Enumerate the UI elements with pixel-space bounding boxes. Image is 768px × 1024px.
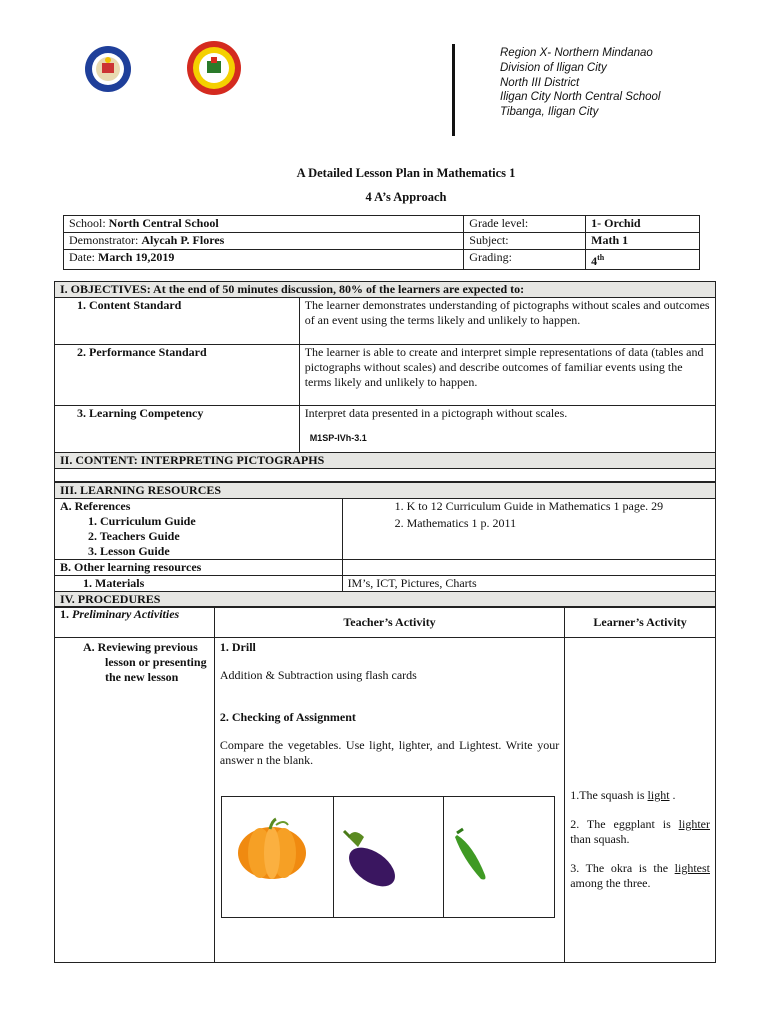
- school-value: North Central School: [108, 216, 219, 230]
- reference-item: 2. Teachers Guide: [88, 529, 180, 543]
- date-cell: Date: March 19,2019: [64, 250, 464, 270]
- drill-title: 1. Drill: [219, 640, 256, 654]
- table-row: [64, 233, 700, 250]
- objectives-table: [54, 281, 716, 482]
- learner-activity-cell: [565, 638, 716, 963]
- school-line: Iligan City North Central School: [500, 91, 661, 104]
- deped-seal-logo: [80, 44, 136, 94]
- assignment-text: Compare the vegetables. Use light, lighter, and Lightest. Write your answer n the blank.: [219, 738, 560, 767]
- empty-cell: [342, 560, 715, 576]
- table-row: [55, 499, 716, 560]
- performance-standard-label: 2. Performance Standard: [55, 345, 300, 406]
- references-text-cell: [342, 499, 715, 560]
- table-row: [64, 250, 700, 270]
- teacher-activity-header: Teacher’s Activity: [214, 607, 564, 638]
- answer-item: 1.The squash is light .: [570, 788, 676, 802]
- document-title: A Detailed Lesson Plan in Mathematics 1: [296, 166, 516, 180]
- school-seal-logo: [184, 40, 244, 96]
- division-line: Division of Iligan City: [500, 61, 607, 74]
- step-a-label: A. Reviewing previous lesson or presenting the new lesson: [55, 638, 215, 963]
- reference-text: 2. Mathematics 1 p. 2011: [394, 516, 517, 530]
- drill-text: Addition & Subtraction using flash cards: [219, 668, 417, 682]
- learning-competency-text: Interpret data presented in a pictograph without scales.: [304, 406, 568, 420]
- okra-image: [443, 796, 555, 918]
- region-line: Region X- Northern Mindanao: [500, 47, 653, 59]
- preliminary-activities-label: Preliminary Activities: [72, 607, 180, 621]
- content-standard-text: The learner demonstrates understanding of pictographs without scales and outcomes of an event using the terms likely and unlikely to happen.: [299, 298, 715, 345]
- learner-activity-header: Learner’s Activity: [565, 607, 716, 638]
- learning-competency-cell: [299, 406, 715, 453]
- resources-header: III. LEARNING RESOURCES: [55, 483, 716, 499]
- grade-value: 1- Orchid: [586, 216, 700, 233]
- table-row: [55, 345, 716, 406]
- table-row: [55, 576, 716, 592]
- grade-label: Grade level:: [464, 216, 586, 233]
- materials-value: IM’s, ICT, Pictures, Charts: [342, 576, 715, 592]
- reference-item: 3. Lesson Guide: [88, 544, 170, 558]
- table-row: [55, 298, 716, 345]
- resources-table: [54, 482, 716, 608]
- reference-item: 1. Curriculum Guide: [88, 514, 196, 528]
- preliminary-activities-cell: 1. Preliminary Activities: [55, 607, 215, 638]
- table-row: [64, 216, 700, 233]
- materials-label: 1. Materials: [55, 576, 343, 592]
- demonstrator-value: Alycah P. Flores: [141, 233, 225, 247]
- header-divider: [452, 44, 455, 136]
- document-subtitle: 4 A’s Approach: [365, 190, 447, 204]
- references-cell: [55, 499, 343, 560]
- school-cell: School: North Central School: [64, 216, 464, 233]
- table-row: [55, 607, 716, 638]
- content-standard-label: 1. Content Standard: [55, 298, 300, 345]
- district-line: North III District: [500, 76, 580, 89]
- subject-label: Subject:: [464, 233, 586, 250]
- other-resources-label: B. Other learning resources: [55, 560, 343, 576]
- spacer-row: [55, 469, 716, 482]
- table-row: [55, 406, 716, 453]
- grading-label: Grading:: [464, 250, 586, 270]
- references-label: A. References: [60, 499, 131, 513]
- competency-code: M1SP-IVh-3.1: [309, 433, 367, 443]
- address-line: Tibanga, Iligan City: [500, 106, 599, 119]
- learning-competency-label: 3. Learning Competency: [55, 406, 300, 453]
- content-header: II. CONTENT: INTERPRETING PICTOGRAPHS: [55, 453, 716, 469]
- lesson-info-table: [63, 215, 700, 270]
- eggplant-image: [332, 796, 444, 918]
- answer-item: 2. The eggplant is lighter than squash.: [570, 817, 710, 846]
- school-address-block: [500, 46, 660, 120]
- procedures-header: IV. PROCEDURES: [55, 592, 716, 608]
- answer-item: 3. The okra is the lightest among the three.: [570, 861, 710, 890]
- grading-value: 4th: [586, 250, 700, 270]
- reference-text: 1. K to 12 Curriculum Guide in Mathematics 1 page. 29: [394, 499, 664, 513]
- demonstrator-cell: Demonstrator: Alycah P. Flores: [64, 233, 464, 250]
- objectives-header: I. OBJECTIVES: At the end of 50 minutes discussion, 80% of the learners are expected to:: [55, 282, 716, 298]
- date-value: March 19,2019: [98, 250, 175, 264]
- subject-value: Math 1: [586, 233, 700, 250]
- performance-standard-text: The learner is able to create and interpret simple representations of data (tables and pictographs without scales) and describe outcomes of familiar events using the terms likely and unlikely to happen.: [299, 345, 715, 406]
- table-row: [55, 560, 716, 576]
- squash-image: [221, 796, 334, 918]
- assignment-title: 2. Checking of Assignment: [219, 710, 356, 724]
